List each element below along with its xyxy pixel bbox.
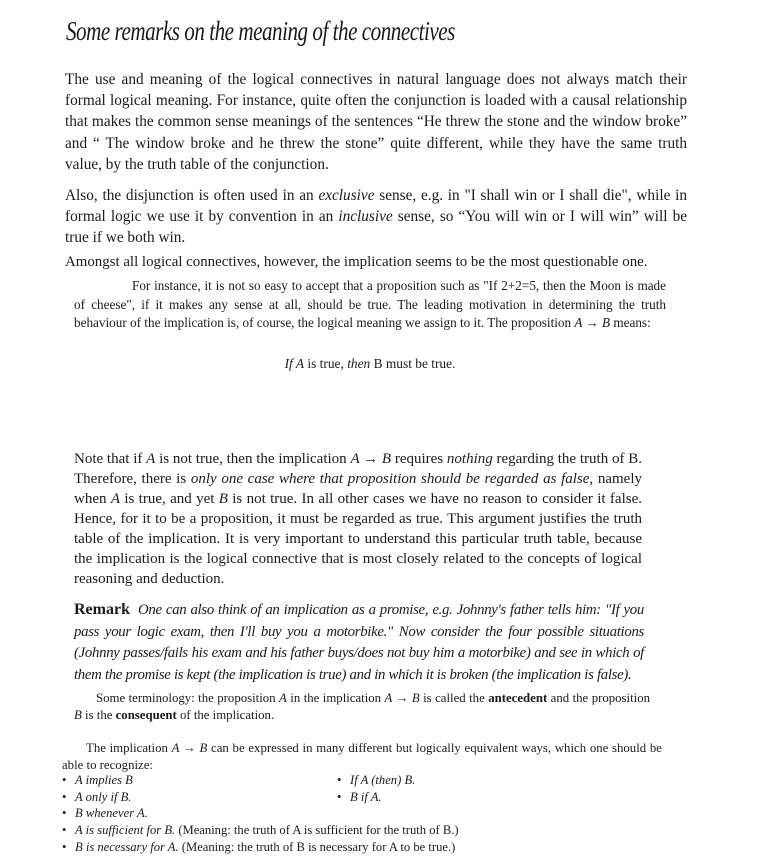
variable: A — [110, 491, 120, 507]
variable: A — [146, 451, 156, 467]
list-item — [62, 805, 622, 822]
text-run: in the implication — [286, 691, 385, 705]
text-run: Some terminology: the proposition — [96, 691, 280, 705]
remark-text: One can also think of an implication as a promise, e.g. Johnny's father tells him: "If you pass your logic exam, then I'll buy you a motorbike." Now consider the four possible situations (Johnny passes/fails his exam and his father buys/does not buy him a motorbike) and see in which of them the promise is kept (the implication is true) and in which it is broken (the implication is false). — [74, 602, 644, 683]
emphasis-only-one-case: only one case where that proposition should be regarded as false — [190, 471, 590, 487]
text-run: requires — [391, 451, 447, 467]
text-run: , namely when — [74, 471, 642, 507]
text-run: of the implication. — [176, 708, 275, 722]
paragraph-terminology — [74, 690, 650, 724]
emphasis-inclusive: inclusive — [338, 208, 393, 226]
text-run: is not true. In all other cases we have no reason to consider it false. Hence, for it to be a proposition, it must be regarded as true. This argument justifies the truth table of the implication. It is very important to understand this particular truth table, because the implication is the logical connective that is most closely related to the concepts of logical reasoning and deduction. — [74, 491, 642, 587]
text-run: is true, and yet — [120, 491, 219, 507]
list-item-form: B if A. — [350, 789, 382, 804]
term-antecedent: antecedent — [488, 691, 548, 705]
paragraph-equivalent-forms — [62, 740, 662, 774]
text-run: For instance, it is not so easy to accept that a proposition such as "If 2+2=5, then the Moon is made of cheese", if it makes any sense at all, should be true. The leading motivation in determining the truth behaviour of the implication is, of course, the logical meaning we assign to it. The proposition — [74, 278, 666, 331]
text-run: and the proposition — [547, 691, 650, 705]
list-item — [337, 772, 587, 789]
text-run: If A — [284, 356, 305, 371]
remark-label: Remark — [74, 601, 130, 618]
formula: A → B — [574, 315, 611, 331]
list-item-note: (Meaning: the truth of B is necessary for A to be true.) — [178, 839, 456, 854]
remark-block — [74, 599, 644, 686]
text-run: sense, so “You will win or I will win” will be true if we both win. — [65, 208, 688, 247]
list-item-form: A only if B. — [75, 789, 132, 804]
text-run: Note that if — [74, 451, 147, 467]
list-item — [62, 839, 622, 856]
emphasis-then: then — [347, 356, 371, 371]
list-item-form: A implies B — [75, 773, 133, 787]
text-run: The implication — [86, 741, 172, 755]
page-title: Some remarks on the meaning of the connectives — [66, 16, 455, 46]
text-run: can be expressed in many different but logically equivalent ways, which one should be able to recognize: — [62, 741, 662, 772]
paragraph-disjunction — [65, 185, 687, 249]
text-run: B must be true. — [370, 356, 456, 371]
paragraph-implication-intro: Amongst all logical connectives, however, the implication seems to be the most questionable one. — [65, 254, 648, 270]
text-run: sense, e.g. in "I shall win or I shall die", while in formal logic we use it by convention in an — [65, 187, 688, 226]
text-run: regarding the truth of B. Therefore, there is — [74, 451, 642, 487]
text-run: Also, the disjunction is often used in an — [65, 187, 319, 204]
paragraph-conjunction: The use and meaning of the logical connectives in natural language does not always match their formal logical meaning. For instance, quite often the conjunction is loaded with a causal relationship that makes the common sense meanings of the sentences “He threw the stone and the window broke” and “ The window broke and he threw the stone” quite different, while they have the same truth value, by the truth table of the conjunction. — [65, 71, 687, 173]
list-item-form: If A (then) B. — [350, 773, 416, 787]
list-item — [62, 822, 622, 839]
list-item-form: B is necessary for A. — [75, 839, 179, 854]
text-run: is called the — [419, 691, 489, 705]
term-consequent: consequent — [115, 708, 177, 722]
variable: A — [279, 691, 287, 705]
formula: A → B — [350, 451, 392, 467]
paragraph-truth-table-justification — [74, 449, 642, 589]
formula: A → B — [171, 741, 208, 755]
implication-meaning-line — [74, 356, 666, 372]
list-item-note: (Meaning: the truth of A is sufficient for the truth of B.) — [175, 823, 459, 838]
text-run: is not true, then the implication — [155, 451, 351, 467]
emphasis-nothing: nothing — [446, 451, 493, 467]
paragraph-implication-example — [74, 277, 666, 333]
list-item-form: A is sufficient for B. — [75, 823, 176, 838]
list-item — [337, 789, 587, 806]
emphasis-exclusive: exclusive — [318, 187, 375, 204]
equivalent-forms-list-right — [337, 772, 587, 805]
variable: B — [218, 491, 228, 507]
text-run: is the — [81, 708, 116, 722]
text-run: is true, — [304, 356, 348, 371]
formula: A → B — [384, 691, 420, 705]
text-run: means: — [610, 315, 651, 331]
variable: B — [74, 708, 82, 722]
list-item-form: B whenever A. — [75, 806, 148, 821]
